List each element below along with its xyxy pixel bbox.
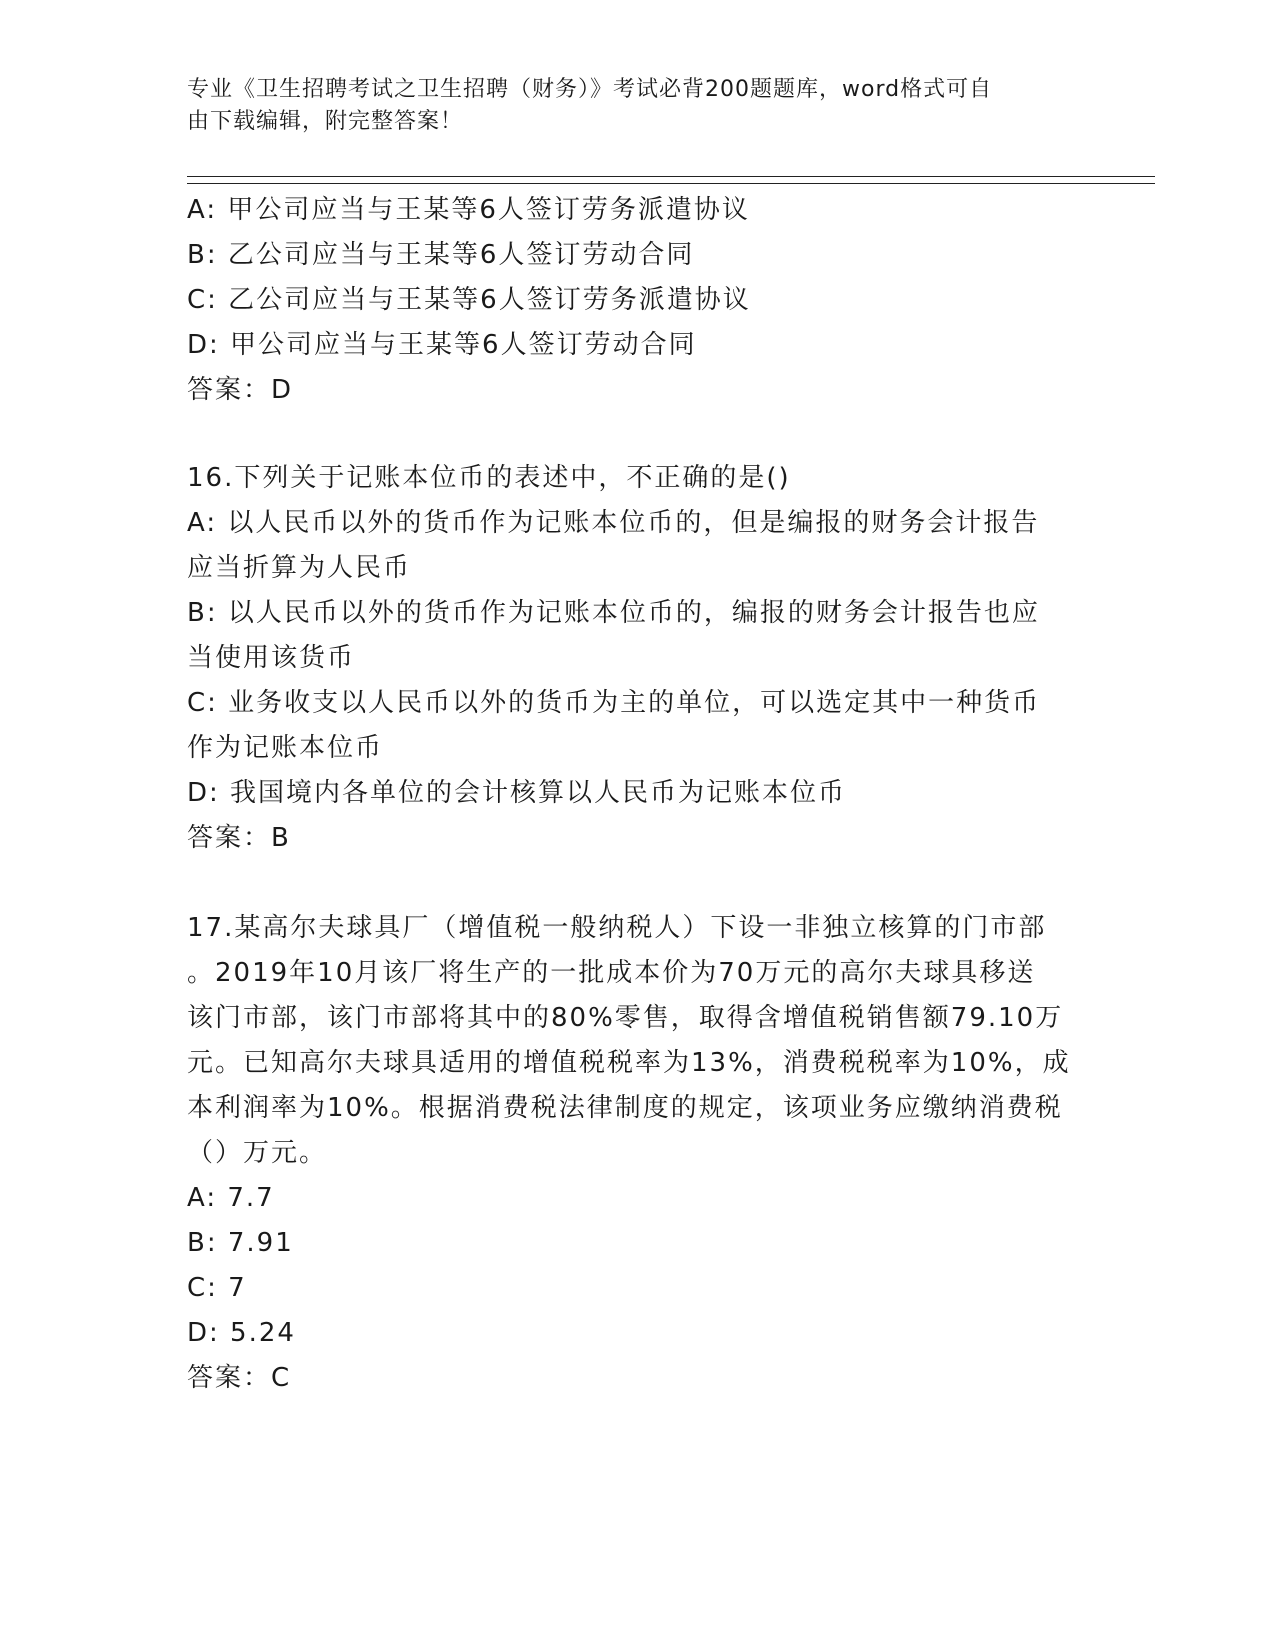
q17-option-a: A: 7.7 (187, 1183, 275, 1213)
q16-stem: 16.下列关于记账本位币的表述中，不正确的是() (187, 463, 791, 493)
q15-option-a: A: 甲公司应当与王某等6人签订劳务派遣协议 (187, 195, 750, 225)
q16-option-d: D: 我国境内各单位的会计核算以人民币为记账本位币 (187, 778, 847, 808)
q17-stem-line6: （）万元。 (187, 1138, 328, 1168)
q17-option-b: B: 7.91 (187, 1228, 294, 1258)
q17-stem-line5: 本利润率为10%。根据消费税法律制度的规定，该项业务应缴纳消费税 (187, 1093, 1063, 1123)
q17-stem-line4: 元。已知高尔夫球具适用的增值税税率为13%，消费税税率为10%，成 (187, 1048, 1071, 1078)
q16-option-a-line1: A: 以人民币以外的货币作为记账本位币的，但是编报的财务会计报告 (187, 508, 1040, 538)
header-line-1: 专业《卫生招聘考试之卫生招聘（财务）》考试必背200题题库，word格式可自 (187, 77, 993, 102)
q16-option-b-line2: 当使用该货币 (187, 643, 356, 673)
q15-option-c: C: 乙公司应当与王某等6人签订劳务派遣协议 (187, 285, 751, 315)
document-header (187, 74, 1067, 138)
q15-option-b: B: 乙公司应当与王某等6人签订劳动合同 (187, 240, 695, 270)
q17-answer: 答案：C (187, 1363, 292, 1393)
q16-option-b-line1: B: 以人民币以外的货币作为记账本位币的，编报的财务会计报告也应 (187, 598, 1040, 628)
q16-option-c-line2: 作为记账本位币 (187, 733, 384, 763)
q16-answer: 答案：B (187, 823, 291, 853)
q17-stem-line3: 该门市部，该门市部将其中的80%零售，取得含增值税销售额79.10万 (187, 1003, 1064, 1033)
q15-option-d: D: 甲公司应当与王某等6人签订劳动合同 (187, 330, 697, 360)
header-line-2: 由下载编辑，附完整答案！ (187, 109, 464, 134)
q16-option-a-line2: 应当折算为人民币 (187, 553, 412, 583)
q17-option-c: C: 7 (187, 1273, 247, 1303)
q17-stem-line1: 17.某高尔夫球具厂（增值税一般纳税人）下设一非独立核算的门市部 (187, 913, 1047, 943)
q16-option-c-line1: C: 业务收支以人民币以外的货币为主的单位，可以选定其中一种货币 (187, 688, 1041, 718)
header-rule-top (187, 176, 1155, 177)
q17-option-d: D: 5.24 (187, 1318, 296, 1348)
header-rule-bottom (187, 183, 1155, 184)
q15-answer: 答案：D (187, 375, 294, 405)
q17-stem-line2: 。2019年10月该厂将生产的一批成本价为70万元的高尔夫球具移送 (187, 958, 1036, 988)
